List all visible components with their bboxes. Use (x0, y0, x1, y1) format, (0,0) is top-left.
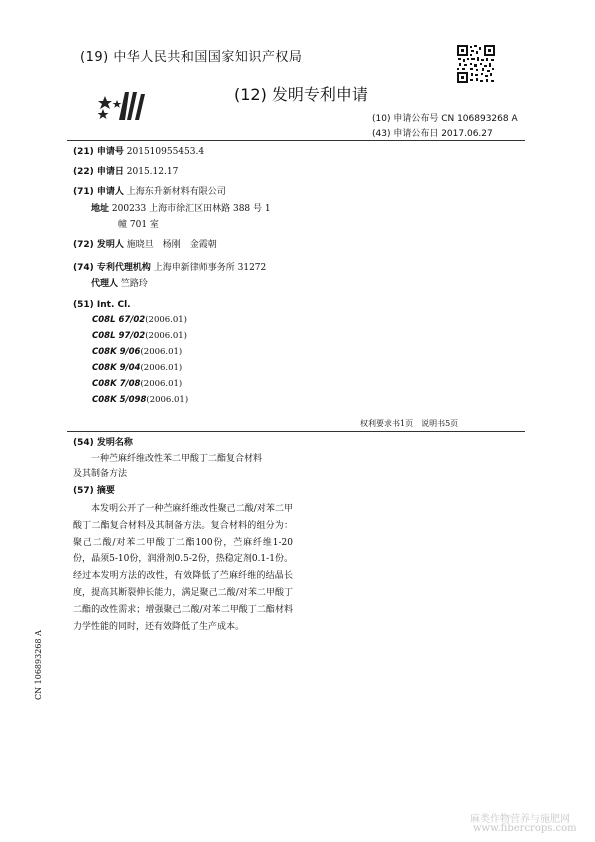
applicant-label: (71) 申请人 (73, 187, 124, 197)
filing-date-label: (22) 申请日 (73, 167, 124, 177)
cnipa-logo (95, 86, 157, 122)
applicant-row (73, 185, 226, 200)
application-number: 201510955453.4 (126, 147, 205, 157)
ipc-entry (92, 393, 188, 408)
side-publication-number: CN 106893268 A (34, 630, 43, 700)
ipc-code: C08K 7/08 (92, 379, 141, 389)
abstract-label: (57) 摘要 (73, 486, 115, 496)
abstract-text: 本发明公开了一种苎麻纤维改性聚己二酸/对苯二甲酸丁二酯复合材料及其制备方法。复合材料的组分为：聚己二酸/对苯二甲酸丁二酯100份，苎麻纤维1-20份，晶须5-10份，润滑剂0.5-2份，热稳定剂0.1-1份。经过本发明方法的改性，有效降低了苎麻纤维的结晶长度，提高其断裂伸长能力，满足聚己二酸/对苯二甲酸丁二酯的改性需求；增强聚己二酸/对苯二甲酸丁二酯材料力学性能的同时，还有效降低了生产成本。 (73, 504, 293, 632)
invention-title-label-row (73, 436, 133, 451)
application-number-label: (21) 申请号 (73, 147, 124, 157)
agency-row (73, 261, 266, 276)
ipc-label-row (73, 298, 131, 313)
ipc-entry (92, 313, 187, 328)
publication-date: (43) 申请公布日 2017.06.27 (372, 129, 493, 139)
ipc-code: C08L 97/02 (92, 331, 146, 341)
address-row (91, 202, 271, 217)
inventors-row (73, 238, 217, 253)
ipc-version: (2006.01) (145, 315, 188, 325)
ipc-label: (51) Int. Cl. (73, 300, 131, 310)
application-number-row (73, 145, 204, 160)
issuing-authority: (19) 中华人民共和国国家知识产权局 (80, 50, 303, 65)
invention-title-label: (54) 发明名称 (73, 438, 133, 448)
abstract-label-row (73, 484, 115, 499)
watermark-url: www.fibercrops.com (473, 823, 577, 834)
ipc-code: C08K 9/06 (92, 347, 141, 357)
ipc-entry (92, 329, 187, 344)
header-divider (67, 140, 525, 141)
page-count: 权利要求书1页 说明书5页 (360, 419, 459, 428)
agent: 竺路玲 (120, 279, 148, 289)
address-line-1: 200233 上海市徐汇区田林路 388 号 1 (111, 204, 271, 214)
filing-date-row (73, 165, 178, 180)
ipc-code: C08K 5/098 (92, 395, 147, 405)
ipc-version: (2006.01) (146, 395, 189, 405)
agent-row (91, 277, 148, 292)
applicant: 上海东升新材料有限公司 (126, 187, 226, 197)
qr-code (456, 44, 496, 84)
ipc-version: (2006.01) (145, 331, 188, 341)
address-line-2-row (118, 218, 159, 233)
publication-type: (12) 发明专利申请 (234, 85, 368, 104)
ipc-code: C08L 67/02 (92, 315, 146, 325)
address-label: 地址 (91, 204, 110, 214)
ipc-version: (2006.01) (140, 379, 183, 389)
address-line-2: 幢 701 室 (118, 220, 159, 230)
publication-number: (10) 申请公布号 CN 106893268 A (372, 114, 518, 124)
inventors-label: (72) 发明人 (73, 240, 124, 250)
invention-title-line-2: 及其制备方法 (73, 469, 128, 479)
invention-title-line-1: 一种苎麻纤维改性苯二甲酸丁二酯复合材料 (91, 454, 263, 464)
ipc-entry (92, 345, 182, 360)
filing-date: 2015.12.17 (126, 167, 179, 177)
ipc-version: (2006.01) (140, 347, 183, 357)
agency: 上海申新律师事务所 31272 (153, 263, 267, 273)
agency-label: (74) 专利代理机构 (73, 263, 151, 273)
watermark-title: 麻类作物营养与施肥网 (470, 814, 570, 825)
ipc-code: C08K 9/04 (92, 363, 141, 373)
agent-label: 代理人 (91, 279, 119, 289)
ipc-entry (92, 361, 182, 376)
ipc-entry (92, 377, 182, 392)
section-divider (67, 431, 525, 432)
inventors: 施晓旦 杨刚 金霞朝 (126, 240, 217, 250)
ipc-version: (2006.01) (140, 363, 183, 373)
